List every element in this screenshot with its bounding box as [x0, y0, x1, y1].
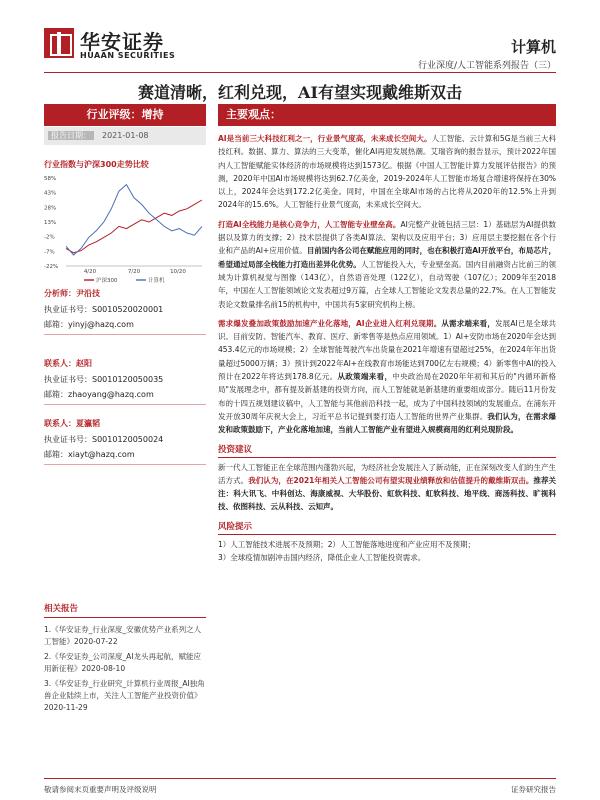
paragraph-ai-dividend — [218, 132, 556, 212]
related-report-item[interactable]: 3.《华安证券_行业研究_计算机行业周报_AI独角兽企业陆续上市，关注人工智能产业投资价值》2020-11-29 — [44, 679, 205, 712]
highlight-text: AI是当前三大科技红利之一，行业景气度高，未来成长空间大。 — [218, 134, 432, 143]
analyst-email-line — [44, 319, 206, 330]
y-tick-label: -7% — [44, 249, 55, 256]
related-heading: 相关报告 — [44, 604, 79, 614]
index-comparison-chart — [44, 174, 206, 288]
analyst-email-line — [44, 389, 206, 400]
x-tick-label: 10/20 — [170, 269, 186, 275]
cert-label: 执业证书号： — [44, 435, 92, 444]
risk-line: 3）全球疫情加剧冲击国内经济，降低企业人工智能投资需求。 — [218, 553, 426, 563]
analyst-cert-line — [44, 304, 206, 315]
y-tick-label: 43% — [44, 190, 57, 197]
report-date-row — [44, 127, 206, 145]
investment-advice-heading: 投资建议 — [218, 443, 556, 458]
legend-label: 计算机 — [148, 278, 165, 284]
paragraph-full-stack — [218, 218, 556, 311]
analyst-block-1 — [44, 288, 206, 335]
report-header — [0, 0, 600, 74]
report-date-value: 2021-01-08 — [102, 131, 149, 140]
analyst-role: 分析师：尹沿技 — [44, 289, 100, 298]
related-report-item[interactable]: 1.《华安证券_行业深度_安徽优势产业系列之人工智能》2020-07-22 — [44, 625, 202, 646]
related-reports — [44, 602, 206, 717]
y-tick-label: -2% — [44, 234, 55, 241]
body-text: 新一代人工智能正在全球范围内蓬勃兴起，为经济社会发展注入了新动能，正在深刻改变人们的生产生活方式。 — [218, 462, 556, 485]
main-points-banner: 主要观点： — [218, 104, 556, 126]
analyst-role: 联系人：夏瀛韬 — [44, 419, 100, 428]
bold-text: 从需求端来看， — [441, 318, 496, 328]
y-tick-label: 28% — [44, 205, 57, 212]
analyst-block-3 — [44, 418, 206, 465]
related-report-item[interactable]: 2.《华安证券_公司深度_AI龙头再起航，赋能应用新征程》2020-08-10 — [44, 652, 201, 673]
highlight-text: 我们认为，在2021年相关人工智能公司有望实现业绩释放和估值提升的戴维斯双击。 — [248, 475, 534, 485]
cert-value: S0010120050024 — [92, 435, 164, 444]
rating-banner: 行业评级：增持 — [44, 104, 206, 126]
chart-title: 行业指数与沪深300走势比较 — [44, 160, 149, 169]
paragraph-demand-policy — [218, 317, 556, 437]
legend-label: 沪深300 — [96, 278, 118, 284]
logo-en-text: HUAAN SECURITIES — [80, 51, 176, 60]
analyst-role: 联系人：赵阳 — [44, 359, 92, 368]
page-footer — [44, 778, 556, 796]
header-divider — [44, 72, 556, 73]
main-content — [218, 104, 556, 564]
bold-text: 从政策端来看， — [337, 372, 393, 382]
report-title: 赛道清晰，红利兑现，AI有望实现戴维斯双击 — [138, 83, 462, 102]
body-text: 中央政治局在2020年年初和其后的"内循环新格局"发展理念中，都有提及新基建的投资方向，而人工智能就是新基建的重要组成部分。随后11月份发布的十四五规划建议稿中，人工智能与其他前沿科技一起，成为了中国科技领域的发展重点。在浦东开发开放30周年庆祝大会上，习近平总书记提到要打造人工智能的世界产业集群。 — [218, 372, 557, 421]
cert-value: S0010520020001 — [92, 305, 164, 314]
analyst-block-2 — [44, 358, 206, 405]
report-date-label: 报告日期： — [48, 131, 94, 140]
x-tick-label: 4/20 — [83, 269, 97, 275]
analyst-cert-line — [44, 374, 206, 385]
risk-heading: 风险提示 — [218, 520, 556, 535]
cert-label: 执业证书号： — [44, 375, 92, 384]
analyst-divider — [44, 404, 206, 405]
body-text: 人工智能投入大，专业壁垒高。国内目前融资占比前三的领域为计算机视觉与图像（143亿），自然语音处理（122亿），自动驾驶（107亿）；2009年至2018年，中国在人工智能领域论文发表超过9万篇，占全球人工智能论文发表总量的22.7%。在人工智能发表论文数量排名前15的机构中，中国共有5家研究机构上榜。 — [218, 259, 557, 309]
analyst-email-line — [44, 449, 206, 460]
email-link[interactable]: yinyj@hazq.com — [68, 320, 134, 329]
y-tick-label: -22% — [44, 264, 59, 270]
analyst-cert-line — [44, 434, 206, 445]
cert-label: 执业证书号： — [44, 305, 92, 314]
paragraph-investment — [218, 461, 556, 514]
email-link[interactable]: zhaoyang@hazq.com — [68, 390, 154, 399]
sector-label: 计算机 — [510, 38, 556, 56]
email-link[interactable]: xiayt@hazq.com — [68, 450, 135, 459]
highlight-text: 需求爆发叠加政策鼓励加速产业化落地，AI企业进入红利兑现期。 — [218, 318, 442, 328]
series-label: 行业深度/人工智能系列报告（三） — [417, 61, 556, 71]
series-line-computer — [66, 185, 202, 255]
huaan-logo-icon — [44, 28, 74, 58]
left-sidebar — [44, 104, 206, 288]
highlight-text: 打造AI全栈能力是核心竞争力，人工智能专业壁垒高。 — [218, 219, 401, 229]
bold-text: 目前国内各公司在赋能应用的同时，也在积极打造AI开放平台，布局芯片，希望通过局部全栈能力打造出差异化优势。 — [218, 246, 556, 269]
y-tick-label: 13% — [44, 220, 57, 226]
y-tick-label: 58% — [44, 176, 57, 182]
cert-value: S0010120050035 — [92, 375, 164, 384]
email-label: 邮箱： — [44, 320, 68, 329]
bold-text: 我们认为，在需求爆发和政策鼓励下，产业化落地加速，当前人工智能产业有望进入规模商用的红利兑现阶段。 — [218, 411, 556, 435]
x-tick-label: 7/20 — [127, 269, 141, 275]
related-divider — [44, 617, 206, 618]
risk-line: 1）人工智能技术进展不及预期；2）人工智能落地进度和产业应用不及预期； — [218, 539, 476, 549]
chart-svg — [44, 174, 206, 288]
analyst-divider — [44, 334, 206, 335]
analyst-divider — [44, 464, 206, 465]
email-label: 邮箱： — [44, 390, 68, 399]
body-text: 人工智能、云计算和5G是当前三大科技红利。数据、算力、算法的三大变革，催化AI再迎发展热潮。艾瑞咨询的报告显示，预计2022年国内人工智能赋能实体经济的市场规模将达到1573亿。根据《中国人工智能计算力发展评估报告》的预测，2020年中国AI市场规模将达到62.7亿美金，2019-2024年人工智能市场复合增速将保持在30%以上，2024年会达到172.2亿美金。同时，中国在全球AI市场的占比将从2020年的12.5%上升到2024年的15.6%。人工智能行业景气度高，未来成长空间大。 — [218, 134, 556, 210]
logo-cn-text: 华安证券 — [80, 30, 164, 54]
disclaimer-link[interactable]: 敬请参阅末页重要声明及评级说明 — [44, 785, 157, 794]
body-text: 发展AI已是全球共识。目前安防、智能汽车、教育、医疗、新零售等是热点应用领域。1）AI+安防市场在2020年会达到453.4亿元的市场规模；2）全球智能驾驶汽车出货量在2021年增速有望超过25%，在2024年年出货量超过5000万辆；3）预计到2022年AI+在线教育市场能达到700亿左右规模；4）新零售中AI的投入预计在2022年将达到178.8亿元。 — [218, 318, 557, 382]
email-label: 邮箱： — [44, 450, 68, 459]
series-line-hs300 — [66, 200, 202, 253]
footer-report-type: 证券研究报告 — [511, 785, 556, 794]
body-text: AI完整产业链包括三层：1）基础层为AI提供数据以及算力的支撑；2）技术层提供了各类AI算法、架构以及应用平台；3）应用层主要挖掘在各个行业和产品的AI+应用价值。 — [218, 219, 557, 256]
bold-text: 推荐关注：科大讯飞、中科创达、海康威视、大华股份、虹软科技、虹软科技、地平线、商汤科技、旷视科技、依图科技、云从科技、云知声。 — [218, 475, 557, 512]
